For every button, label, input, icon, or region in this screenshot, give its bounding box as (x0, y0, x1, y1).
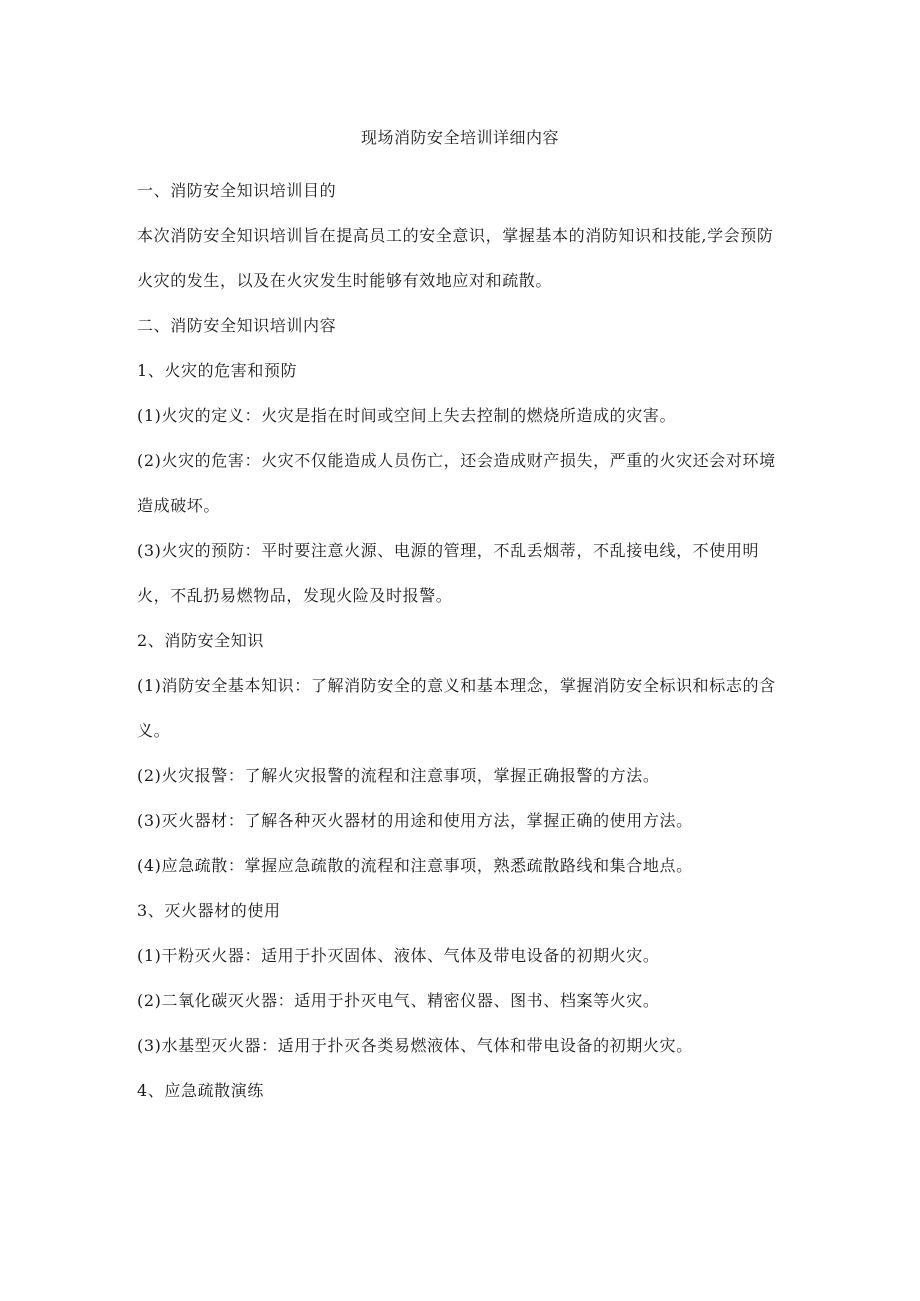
section-heading-1: 一、消防安全知识培训目的 (137, 181, 337, 200)
list-item: (1)火灾的定义：火灾是指在时间或空间上失去控制的燃烧所造成的灾害。 (137, 406, 677, 425)
list-item: (4)应急疏散：掌握应急疏散的流程和注意事项，熟悉疏散路线和集合地点。 (137, 856, 693, 875)
document-title: 现场消防安全培训详细内容 (360, 128, 559, 147)
list-item: (1)干粉灭火器：适用于扑灭固体、液体、气体及带电设备的初期火灾。 (137, 946, 660, 965)
list-item: (3)火灾的预防：平时要注意火源、电源的管理，不乱丢烟蒂，不乱接电线，不使用明火，不乱扔易燃物品，发现火险及时报警。 (137, 541, 760, 605)
paragraph-purpose: 本次消防安全知识培训旨在提高员工的安全意识，掌握基本的消防知识和技能,学会预防火灾的发生，以及在火灾发生时能够有效地应对和疏散。 (137, 226, 774, 290)
document-body (137, 168, 787, 1113)
list-item: (1)消防安全基本知识：了解消防安全的意义和基本理念，掌握消防安全标识和标志的含义。 (137, 676, 776, 740)
list-item: (2)火灾报警：了解火灾报警的流程和注意事项，掌握正确报警的方法。 (137, 766, 660, 785)
list-item: (3)水基型灭火器：适用于扑灭各类易燃液体、气体和带电设备的初期火灾。 (137, 1036, 693, 1055)
subsection-heading-3: 3、灭火器材的使用 (137, 901, 281, 920)
list-item: (2)二氧化碳灭火器：适用于扑灭电气、精密仪器、图书、档案等火灾。 (137, 991, 660, 1010)
section-heading-2: 二、消防安全知识培训内容 (137, 316, 337, 335)
subsection-heading-4: 4、应急疏散演练 (137, 1081, 264, 1100)
list-item: (2)火灾的危害：火灾不仅能造成人员伤亡，还会造成财产损失，严重的火灾还会对环境造成破坏。 (137, 451, 776, 515)
list-item: (3)灭火器材：了解各种灭火器材的用途和使用方法，掌握正确的使用方法。 (137, 811, 693, 830)
subsection-heading-1: 1、火灾的危害和预防 (137, 361, 298, 380)
subsection-heading-2: 2、消防安全知识 (137, 631, 264, 650)
